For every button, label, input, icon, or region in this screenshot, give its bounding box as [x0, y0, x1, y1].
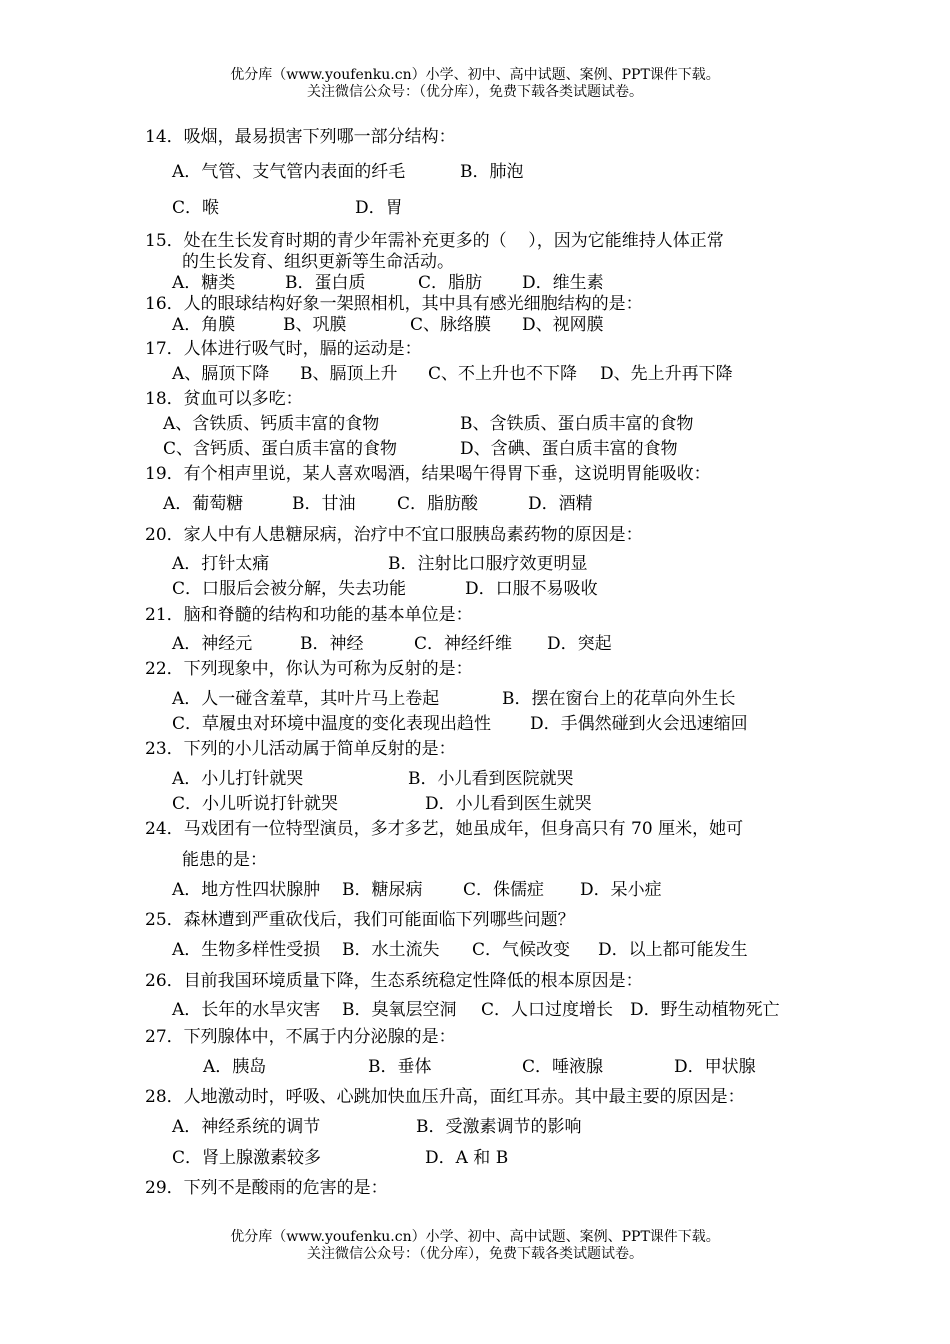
q24-option-b: B．糖尿病 [342, 880, 423, 900]
q18-option-c: C、含钙质、蛋白质丰富的食物 [163, 439, 398, 459]
q22-option-b: B．摆在窗台上的花草向外生长 [502, 689, 736, 709]
q20-option-c: C．口服后会被分解，失去功能 [172, 579, 407, 599]
q22-option-c: C．草履虫对环境中温度的变化表现出趋性 [172, 714, 492, 734]
question-15-stem-cont: 的生长发育、组织更新等生命活动。 [182, 252, 454, 272]
q27-option-a: A．胰岛 [203, 1057, 267, 1077]
q26-option-b: B．臭氧层空洞 [342, 1000, 457, 1020]
q14-option-c: C．喉 [172, 198, 220, 218]
q24-option-c: C．侏儒症 [463, 880, 545, 900]
q21-option-c: C．神经纤维 [414, 634, 513, 654]
question-17-stem: 17．人体进行吸气时，膈的运动是： [145, 339, 422, 359]
q17-option-c: C、不上升也不下降 [428, 364, 578, 384]
q16-option-a: A．角膜 [172, 315, 236, 335]
page-footer [0, 1229, 950, 1263]
q14-option-d: D．胃 [355, 198, 403, 218]
q28-option-c: C．肾上腺激素较多 [172, 1148, 322, 1168]
question-20-stem: 20．家人中有人患糖尿病，治疗中不宜口服胰岛素药物的原因是： [145, 525, 643, 545]
q25-option-c: C．气候改变 [472, 940, 571, 960]
q18-option-d: D、含碘、蛋白质丰富的食物 [460, 439, 678, 459]
q19-option-d: D．酒精 [528, 494, 593, 514]
q28-option-a: A．神经系统的调节 [172, 1117, 321, 1137]
header-line-2: 关注微信公众号：（优分库），免费下载各类试题试卷。 [307, 84, 643, 100]
q28-option-b: B．受激素调节的影响 [416, 1117, 582, 1137]
q24-option-d: D．呆小症 [580, 880, 662, 900]
q28-option-d: D．A 和 B [425, 1148, 509, 1168]
q21-option-a: A．神经元 [172, 634, 253, 654]
q16-option-c: C、脉络膜 [410, 315, 492, 335]
q27-option-b: B．垂体 [368, 1057, 432, 1077]
q19-option-b: B．甘油 [292, 494, 356, 514]
q16-option-b: B、巩膜 [283, 315, 347, 335]
question-24-stem: 24．马戏团有一位特型演员，多才多艺，她虽成年，但身高只有 70 厘米，她可 [145, 819, 744, 839]
question-14-stem: 14．吸烟，最易损害下列哪一部分结构： [145, 127, 456, 147]
q20-option-b: B．注射比口服疗效更明显 [388, 554, 588, 574]
q17-option-d: D、先上升再下降 [600, 364, 733, 384]
q18-option-a: A、含铁质、钙质丰富的食物 [163, 414, 380, 434]
question-15-stem: 15．处在生长发育时期的青少年需补充更多的（ ），因为它能维持人体正常 [145, 231, 724, 251]
question-24-stem-cont: 能患的是： [182, 850, 267, 870]
question-29-stem: 29．下列不是酸雨的危害的是： [145, 1178, 388, 1198]
question-27-stem: 27．下列腺体中，不属于内分泌腺的是： [145, 1027, 456, 1047]
header-line-1: 优分库（www.youfenku.cn）小学、初中、高中试题、案例、PPT课件下载。 [230, 67, 720, 83]
q21-option-d: D．突起 [547, 634, 612, 654]
question-26-stem: 26．目前我国环境质量下降，生态系统稳定性降低的根本原因是： [145, 971, 643, 991]
q24-option-a: A．地方性四状腺肿 [172, 880, 321, 900]
footer-line-2: 关注微信公众号：（优分库），免费下载各类试题试卷。 [307, 1246, 643, 1262]
q23-option-c: C．小儿听说打针就哭 [172, 794, 339, 814]
footer-line-1: 优分库（www.youfenku.cn）小学、初中、高中试题、案例、PPT课件下载。 [230, 1229, 720, 1245]
q19-option-a: A．葡萄糖 [163, 494, 244, 514]
question-28-stem: 28．人地激动时，呼吸、心跳加快血压升高，面红耳赤。其中最主要的原因是： [145, 1087, 745, 1107]
q15-option-c: C．脂肪 [418, 273, 483, 293]
q23-option-d: D．小儿看到医生就哭 [425, 794, 592, 814]
q26-option-a: A．长年的水旱灾害 [172, 1000, 321, 1020]
q25-option-a: A．生物多样性受损 [172, 940, 321, 960]
q18-option-b: B、含铁质、蛋白质丰富的食物 [460, 414, 694, 434]
q17-option-a: A、膈顶下降 [172, 364, 270, 384]
q23-option-a: A．小儿打针就哭 [172, 769, 304, 789]
question-16-stem: 16．人的眼球结构好象一架照相机，其中具有感光细胞结构的是： [145, 294, 643, 314]
q26-option-c: C．人口过度增长 [481, 1000, 614, 1020]
question-21-stem: 21．脑和脊髓的结构和功能的基本单位是： [145, 605, 473, 625]
q21-option-b: B．神经 [300, 634, 364, 654]
q17-option-b: B、膈顶上升 [300, 364, 398, 384]
question-22-stem: 22．下列现象中，你认为可称为反射的是： [145, 659, 473, 679]
q19-option-c: C．脂肪酸 [397, 494, 479, 514]
q27-option-c: C．唾液腺 [522, 1057, 604, 1077]
q15-option-a: A．糖类 [172, 273, 236, 293]
question-25-stem: 25．森林遭到严重砍伐后，我们可能面临下列哪些问题？ [145, 910, 575, 930]
q25-option-b: B．水土流失 [342, 940, 440, 960]
question-23-stem: 23．下列的小儿活动属于简单反射的是： [145, 739, 456, 759]
question-19-stem: 19．有个相声里说，某人喜欢喝酒，结果喝午得胃下垂，这说明胃能吸收： [145, 464, 711, 484]
q16-option-d: D、视网膜 [522, 315, 604, 335]
q22-option-a: A．人一碰含羞草，其叶片马上卷起 [172, 689, 440, 709]
q14-option-a: A．气管、支气管内表面的纤毛 [172, 162, 406, 182]
question-18-stem: 18．贫血可以多吃： [145, 389, 303, 409]
q15-option-b: B．蛋白质 [285, 273, 366, 293]
q25-option-d: D．以上都可能发生 [598, 940, 748, 960]
q15-option-d: D．维生素 [522, 273, 604, 293]
q22-option-d: D．手偶然碰到火会迅速缩回 [530, 714, 748, 734]
q27-option-d: D．甲状腺 [674, 1057, 756, 1077]
page-header [0, 67, 950, 101]
q23-option-b: B．小儿看到医院就哭 [408, 769, 574, 789]
q20-option-a: A．打针太痛 [172, 554, 270, 574]
q26-option-d: D．野生动植物死亡 [630, 1000, 780, 1020]
q20-option-d: D．口服不易吸收 [465, 579, 598, 599]
q14-option-b: B．肺泡 [460, 162, 524, 182]
